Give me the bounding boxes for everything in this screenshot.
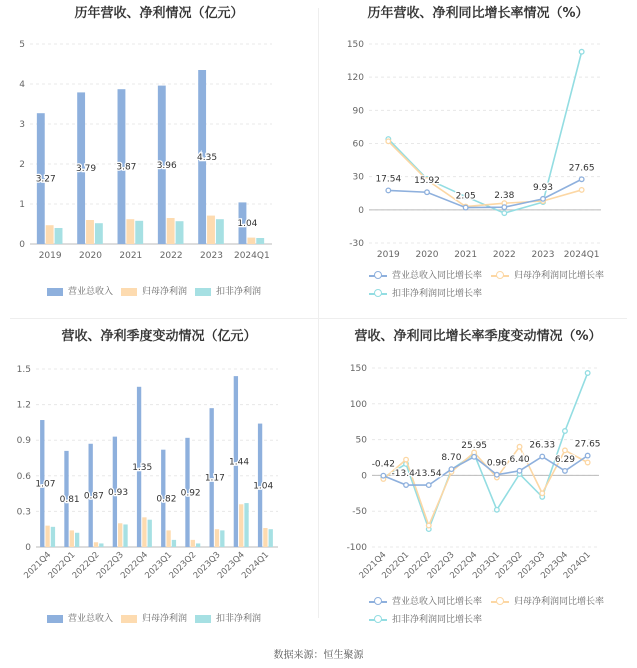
- data-label: 27.65: [568, 163, 595, 174]
- data-label: -13.44: [391, 469, 421, 480]
- data-point: [540, 491, 545, 496]
- data-point: [579, 188, 584, 193]
- bar-net: [215, 529, 219, 547]
- bar-deducted: [135, 221, 143, 244]
- legend-item-deducted-growth[interactable]: 扣非净利润同比增长率: [369, 612, 482, 625]
- data-label: 3.87: [116, 162, 137, 173]
- data-point: [502, 205, 507, 210]
- x-tick-label: 2022Q3: [425, 550, 457, 581]
- y-tick-label: 0: [19, 240, 25, 250]
- data-label: 1.35: [132, 462, 153, 473]
- y-tick-label: 0.9: [16, 436, 31, 447]
- x-tick-label: 2023Q4: [215, 550, 247, 581]
- legend-item-revenue[interactable]: 营业总收入: [47, 284, 113, 297]
- bar-deducted: [123, 524, 127, 547]
- quarterly-bar-chart: [0, 319, 318, 639]
- y-tick-label: 1.5: [16, 365, 31, 375]
- bar-net: [126, 219, 134, 244]
- chart-title: 营收、净利季度变动情况（亿元）: [61, 329, 257, 344]
- y-tick-label: 90: [352, 106, 364, 117]
- data-point: [426, 523, 431, 528]
- x-tick-label: 2022Q2: [70, 550, 102, 581]
- x-tick-label: 2023Q4: [539, 550, 571, 581]
- y-tick-label: 100: [349, 399, 367, 410]
- legend-item-net[interactable]: 归母净利润: [121, 611, 187, 624]
- chart-title: 营收、净利同比增长率季度变动情况（%）: [354, 329, 602, 344]
- x-tick-label: 2024Q1: [561, 550, 593, 581]
- x-tick-label: 2023Q2: [167, 550, 199, 581]
- y-tick-label: 1: [19, 200, 25, 210]
- bar-net: [118, 523, 122, 547]
- legend-item-net-growth[interactable]: 归母净利润同比增长率: [491, 268, 604, 281]
- y-tick-label: 30: [352, 172, 364, 183]
- x-tick-label: 2020: [415, 250, 439, 260]
- x-tick-label: 2021: [454, 250, 478, 260]
- x-tick-label: 2023Q3: [191, 550, 223, 581]
- chart-panel-quarterly-revenue: [0, 319, 318, 639]
- data-point: [426, 483, 431, 488]
- x-tick-label: 2023: [200, 251, 223, 261]
- legend-item-net[interactable]: 归母净利润: [121, 284, 187, 297]
- data-label: 0.81: [59, 494, 80, 505]
- data-label: 0.87: [83, 491, 104, 502]
- bar-net: [239, 504, 243, 547]
- y-tick-label: 5: [19, 40, 25, 50]
- bar-net: [207, 216, 215, 244]
- data-point: [386, 139, 391, 144]
- data-point: [517, 444, 522, 449]
- data-point: [472, 455, 477, 460]
- legend-item-revenue[interactable]: 营业总收入: [47, 611, 113, 624]
- y-tick-label: -100: [346, 543, 367, 553]
- data-point: [579, 49, 584, 54]
- data-label: 13.54: [415, 469, 442, 480]
- bar-deducted: [244, 503, 248, 547]
- data-point: [585, 453, 590, 458]
- x-tick-label: 2022Q2: [402, 550, 434, 581]
- data-point: [495, 472, 500, 477]
- x-tick-label: 2022: [159, 251, 183, 261]
- x-tick-label: 2024Q1: [233, 251, 270, 261]
- data-label: 3.79: [76, 164, 97, 175]
- legend-item-net-growth[interactable]: 归母净利润同比增长率: [491, 594, 604, 607]
- data-point: [563, 429, 568, 434]
- bar-deducted: [196, 543, 200, 547]
- data-point: [463, 205, 468, 210]
- x-tick-label: 2022Q1: [380, 550, 412, 581]
- data-source-note: 数据来源：恒生聚源: [273, 650, 364, 661]
- x-tick-label: 2022Q1: [46, 550, 78, 581]
- x-tick-label: 2022: [492, 250, 516, 260]
- data-label: -0.42: [371, 459, 395, 470]
- x-tick-label: 2020: [79, 251, 102, 261]
- data-label: 1.04: [253, 481, 274, 492]
- bar-deducted: [269, 529, 273, 547]
- quarterly-line-chart: [319, 319, 637, 639]
- chart-title: 历年营收、净利同比增长率情况（%）: [367, 6, 589, 21]
- data-point: [541, 197, 546, 202]
- bar-deducted: [51, 527, 55, 547]
- data-label: 0.93: [108, 487, 129, 498]
- data-point: [386, 188, 391, 193]
- bar-deducted: [148, 520, 152, 547]
- data-label: 1.04: [237, 219, 258, 230]
- data-label: 1.07: [35, 479, 56, 490]
- bar-deducted: [75, 533, 79, 547]
- y-tick-label: 1.2: [16, 400, 31, 411]
- x-tick-label: 2019: [376, 250, 400, 260]
- bar-deducted: [256, 238, 264, 244]
- data-label: 8.70: [441, 453, 462, 464]
- x-tick-label: 2023Q2: [493, 550, 525, 581]
- y-tick-label: 60: [352, 139, 364, 150]
- data-point: [585, 460, 590, 465]
- x-tick-label: 2019: [38, 251, 62, 261]
- chart-panel-annual-revenue: [0, 0, 318, 318]
- x-tick-label: 2021Q4: [357, 550, 389, 581]
- data-label: 17.54: [375, 174, 402, 185]
- data-point: [563, 448, 568, 453]
- data-label: 6.29: [554, 454, 575, 465]
- y-tick-label: 150: [346, 40, 364, 50]
- x-tick-label: 2022Q4: [448, 550, 480, 581]
- data-label: 4.35: [197, 153, 218, 163]
- y-tick-label: 4: [19, 80, 25, 90]
- data-label: 27.65: [574, 439, 601, 450]
- y-tick-label: 0: [361, 471, 367, 482]
- x-tick-label: 2024Q1: [240, 550, 272, 581]
- y-tick-label: 0: [358, 205, 364, 216]
- data-point: [502, 211, 507, 216]
- annual-bar-chart: [0, 0, 318, 318]
- data-label: 3.96: [156, 160, 177, 171]
- y-tick-label: 150: [349, 364, 367, 374]
- bar-net: [263, 528, 267, 547]
- bar-net: [167, 218, 175, 244]
- data-point: [579, 177, 584, 182]
- legend-item-revenue-growth[interactable]: 营业总收入同比增长率: [369, 594, 482, 607]
- bar-net: [70, 530, 74, 547]
- x-tick-label: 2024Q1: [563, 250, 600, 260]
- data-point: [404, 457, 409, 462]
- bar-deducted: [172, 540, 176, 547]
- data-label: 0.82: [156, 494, 177, 505]
- data-label: 25.95: [461, 440, 488, 451]
- data-point: [540, 454, 545, 459]
- chart-panel-quarterly-growth: [319, 319, 637, 639]
- x-tick-label: 2023: [531, 250, 555, 260]
- y-tick-label: 50: [355, 435, 367, 446]
- bar-net: [45, 526, 49, 547]
- y-tick-label: 2: [19, 160, 25, 170]
- legend-item-revenue-growth[interactable]: 营业总收入同比增长率: [369, 268, 482, 281]
- y-tick-label: 0.6: [16, 471, 31, 482]
- chart-panel-annual-growth: [319, 0, 637, 318]
- data-point: [495, 507, 500, 512]
- y-tick-label: 3: [19, 120, 25, 130]
- data-point: [563, 469, 568, 474]
- data-point: [404, 483, 409, 488]
- data-point: [517, 469, 522, 474]
- x-tick-label: 2022Q4: [119, 550, 151, 581]
- y-tick-label: 0: [25, 543, 31, 553]
- data-label: 6.40: [509, 454, 530, 465]
- x-tick-label: 2023Q1: [143, 550, 175, 581]
- bar-net: [86, 220, 94, 244]
- chart-title: 历年营收、净利情况（亿元）: [74, 6, 244, 21]
- data-label: 1.44: [229, 457, 250, 468]
- legend-item-deducted[interactable]: 扣非净利润: [195, 284, 261, 297]
- bar-net: [247, 238, 255, 244]
- y-tick-label: -30: [349, 239, 364, 249]
- x-tick-label: 2023Q3: [516, 550, 548, 581]
- bar-net: [94, 542, 98, 547]
- bar-deducted: [99, 543, 103, 547]
- series-line-net: [388, 141, 581, 206]
- data-label: 0.96: [486, 458, 507, 469]
- series-line-deducted: [383, 373, 587, 529]
- bar-deducted: [176, 221, 184, 244]
- x-tick-label: 2022Q3: [94, 550, 126, 581]
- y-tick-label: 0.3: [16, 507, 31, 518]
- data-label: 0.92: [180, 488, 201, 499]
- bar-net: [166, 530, 170, 547]
- x-tick-label: 2023Q1: [471, 550, 502, 581]
- data-label: 26.33: [529, 440, 556, 451]
- data-label: 3.27: [35, 174, 56, 185]
- data-label: 9.93: [532, 182, 554, 193]
- legend-item-deducted-growth[interactable]: 扣非净利润同比增长率: [369, 286, 482, 299]
- legend-item-deducted[interactable]: 扣非净利润: [195, 611, 261, 624]
- y-tick-label: 120: [346, 73, 364, 84]
- data-point: [425, 190, 430, 195]
- y-tick-label: -50: [352, 507, 367, 518]
- data-point: [585, 371, 590, 376]
- bar-deducted: [216, 219, 224, 244]
- bar-deducted: [55, 228, 63, 244]
- bar-net: [46, 225, 54, 244]
- bar-deducted: [95, 223, 103, 244]
- data-label: 2.05: [455, 191, 476, 202]
- data-label: 2.38: [494, 191, 515, 202]
- data-point: [449, 467, 454, 472]
- bar-net: [191, 540, 195, 547]
- bar-net: [142, 517, 146, 547]
- x-tick-label: 2021: [119, 251, 143, 261]
- bar-deducted: [220, 530, 224, 547]
- x-tick-label: 2021Q4: [22, 550, 54, 581]
- data-point: [381, 473, 386, 478]
- data-label: 1.17: [204, 473, 225, 484]
- data-label: 15.92: [414, 176, 440, 187]
